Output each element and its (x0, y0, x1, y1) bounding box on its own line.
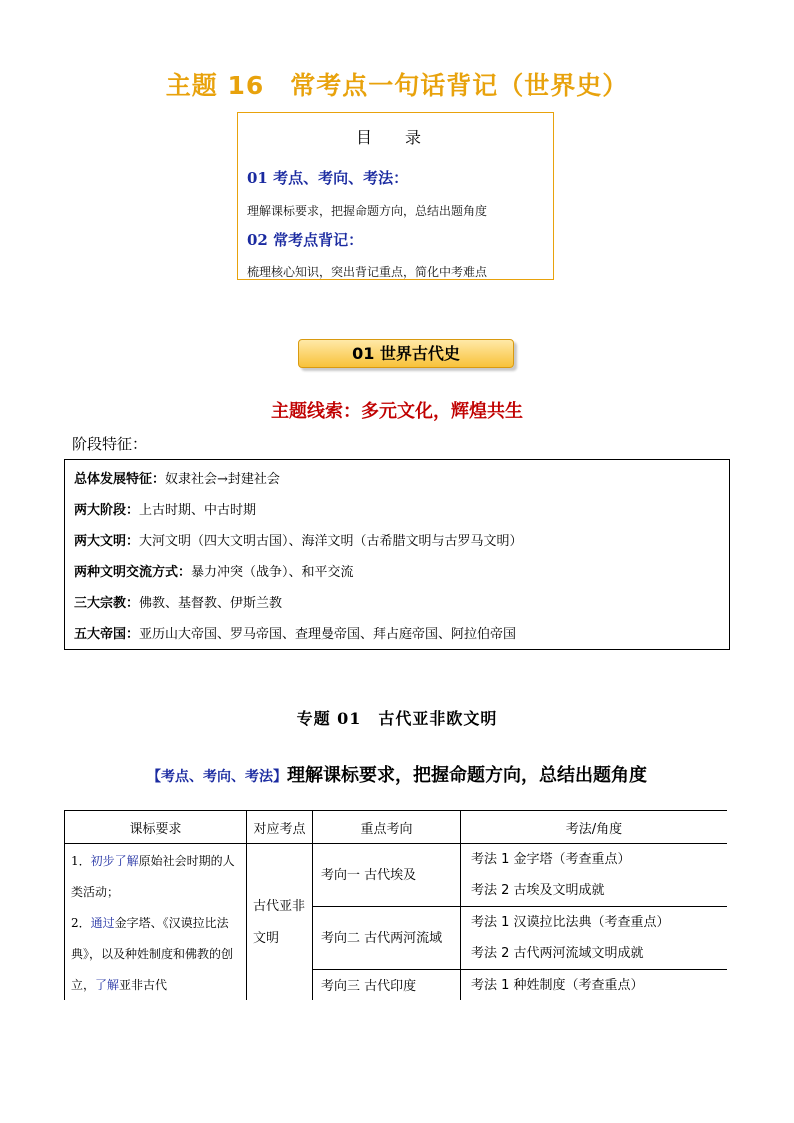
table-of-contents (237, 112, 554, 280)
stage-features-box (64, 459, 730, 650)
topic-title: 专题 01 古代亚非欧文明 (296, 709, 498, 728)
exam-points-tag: 【考点、考向、考法】 (147, 769, 287, 785)
section-badge: 01 世界古代史 (298, 339, 514, 368)
exam-points-text: 理解课标要求，把握命题方向，总结出题角度 (287, 765, 647, 786)
direction-cell: 考向一 古代埃及 (313, 844, 461, 907)
toc-heading: 目 录 (355, 128, 436, 147)
feature-line: 两大文明：大河文明（四大文明古国）、海洋文明（古希腊文明与古罗马文明） (74, 534, 523, 549)
page-title: 主题 16 常考点一句话背记（世界史） (165, 71, 629, 100)
feature-line: 总体发展特征：奴隶社会→封建社会 (74, 472, 280, 487)
direction-cell: 考向二 古代两河流域 (313, 907, 461, 970)
method-cell: 考法 2 古埃及文明成就 (461, 875, 728, 907)
table-header: 课标要求 (65, 811, 247, 844)
stage-label: 阶段特征： (72, 435, 148, 453)
method-cell: 考法 1 种姓制度（考查重点） (461, 970, 728, 1001)
table-header: 考法/角度 (461, 811, 728, 844)
theme-line: 主题线索：多元文化，辉煌共生 (271, 401, 523, 422)
exam-table (64, 810, 727, 1000)
curriculum-requirement-cell: 1．初步了解原始社会时期的人类活动； 2．通过金字塔、《汉谟拉比法典》，以及种姓制度和佛教的创立，了解亚非古代 (65, 844, 247, 1001)
feature-line: 三大宗教：佛教、基督教、伊斯兰教 (74, 596, 283, 611)
method-cell: 考法 1 汉谟拉比法典（考查重点） (461, 907, 728, 939)
toc-item-2-heading: 02 常考点背记： (247, 231, 364, 249)
feature-line: 两大阶段：上古时期、中古时期 (74, 503, 257, 518)
exam-points-line (0, 761, 794, 787)
direction-cell: 考向三 古代印度 (313, 970, 461, 1001)
method-cell: 考法 2 古代两河流域文明成就 (461, 938, 728, 970)
toc-item-1-heading: 01 考点、考向、考法： (247, 169, 409, 187)
feature-line: 两种文明交流方式：暴力冲突（战争）、和平交流 (74, 565, 354, 580)
toc-item-2-desc: 梳理核心知识，突出背记重点，简化中考难点 (247, 265, 488, 279)
table-header: 对应考点 (247, 811, 313, 844)
toc-item-1-desc: 理解课标要求，把握命题方向，总结出题角度 (247, 204, 488, 218)
method-cell: 考法 1 金字塔（考查重点） (461, 844, 728, 876)
exam-point-cell: 古代亚非文明 (247, 844, 313, 1001)
table-header: 重点考向 (313, 811, 461, 844)
feature-line: 五大帝国：亚历山大帝国、罗马帝国、查理曼帝国、拜占庭帝国、阿拉伯帝国 (74, 627, 517, 642)
